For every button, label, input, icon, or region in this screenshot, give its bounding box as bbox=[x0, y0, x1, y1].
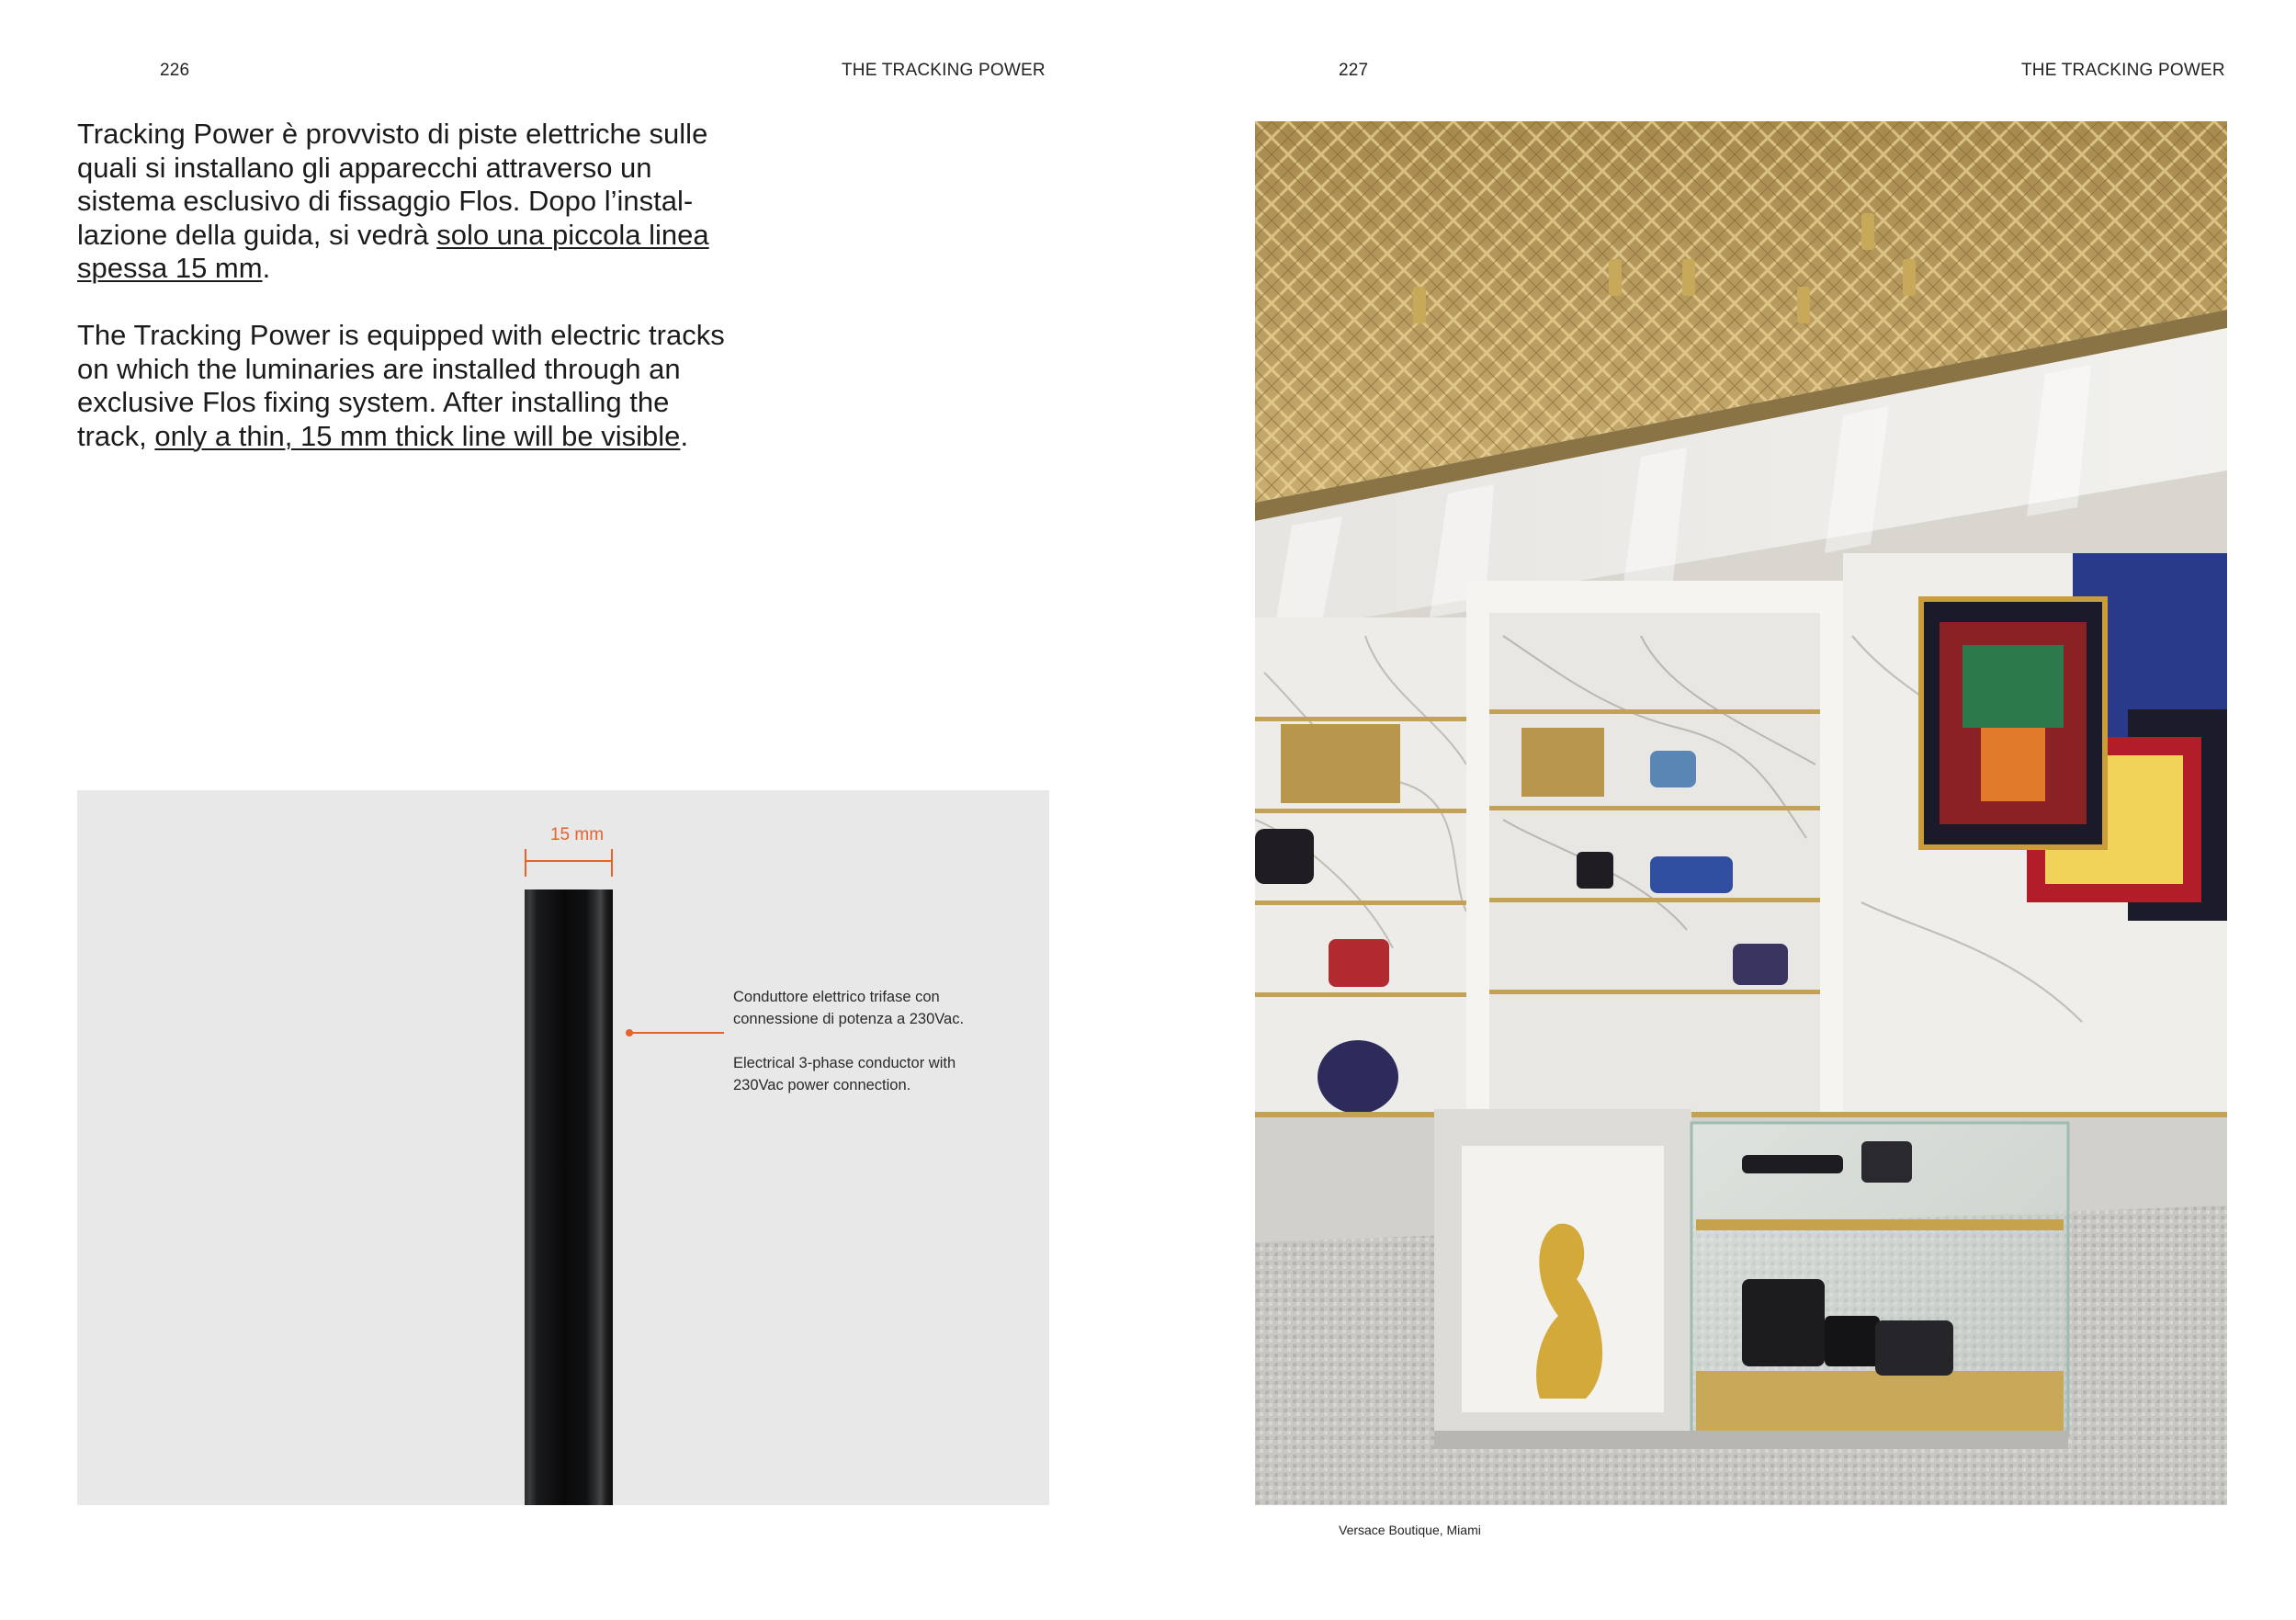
photo-caption: Versace Boutique, Miami bbox=[1339, 1523, 1481, 1537]
paragraph-english bbox=[77, 319, 739, 453]
right-header-title: THE TRACKING POWER bbox=[2021, 61, 2225, 80]
conductor-note-italian bbox=[733, 986, 964, 1030]
conductor-note-italian-line-2: connessione di potenza a 230Vac. bbox=[733, 1011, 965, 1027]
paragraph-english-underlined: only a thin, 15 mm thick line will be visible bbox=[154, 419, 681, 452]
paragraph-italian bbox=[77, 118, 739, 286]
left-page-number: 226 bbox=[160, 61, 190, 80]
paragraph-english-text: The Tracking Power is equipped with electric tracks on which the luminaries are installed through an exclusive Flos fixing system. After installing the track, bbox=[77, 319, 725, 452]
dimension-line bbox=[525, 860, 613, 862]
paragraph-italian-text: Tracking Power è provvisto di piste elettriche sulle quali si installano gli apparecchi attraverso un sistema esclusivo di fissaggio Flos. Dopo l’instal-lazione della guida, si vedrà bbox=[77, 118, 708, 251]
right-page-number: 227 bbox=[1339, 61, 1369, 80]
dimension-label: 15 mm bbox=[549, 825, 605, 844]
conductor-note-english bbox=[733, 1052, 956, 1096]
boutique-interior-illustration bbox=[1255, 121, 2227, 1505]
track-section-diagram bbox=[77, 790, 1049, 1505]
paragraph-italian-underlined: solo una piccola linea spessa 15 mm bbox=[77, 218, 709, 284]
conductor-note-english-line-1: Electrical 3-phase conductor with bbox=[733, 1055, 956, 1071]
conductor-note-italian-line-1: Conduttore elettrico trifase con bbox=[733, 989, 940, 1005]
left-header-title: THE TRACKING POWER bbox=[842, 61, 1046, 80]
dimension-tick-left bbox=[525, 849, 526, 877]
boutique-photo bbox=[1255, 121, 2227, 1505]
conductor-note-english-line-2: 230Vac power connection. bbox=[733, 1077, 911, 1093]
paragraph-english-end: . bbox=[680, 419, 689, 452]
dimension-tick-right bbox=[611, 849, 613, 877]
paragraph-italian-end: . bbox=[262, 252, 271, 284]
track-profile bbox=[525, 889, 613, 1505]
leader-line bbox=[628, 1032, 724, 1034]
